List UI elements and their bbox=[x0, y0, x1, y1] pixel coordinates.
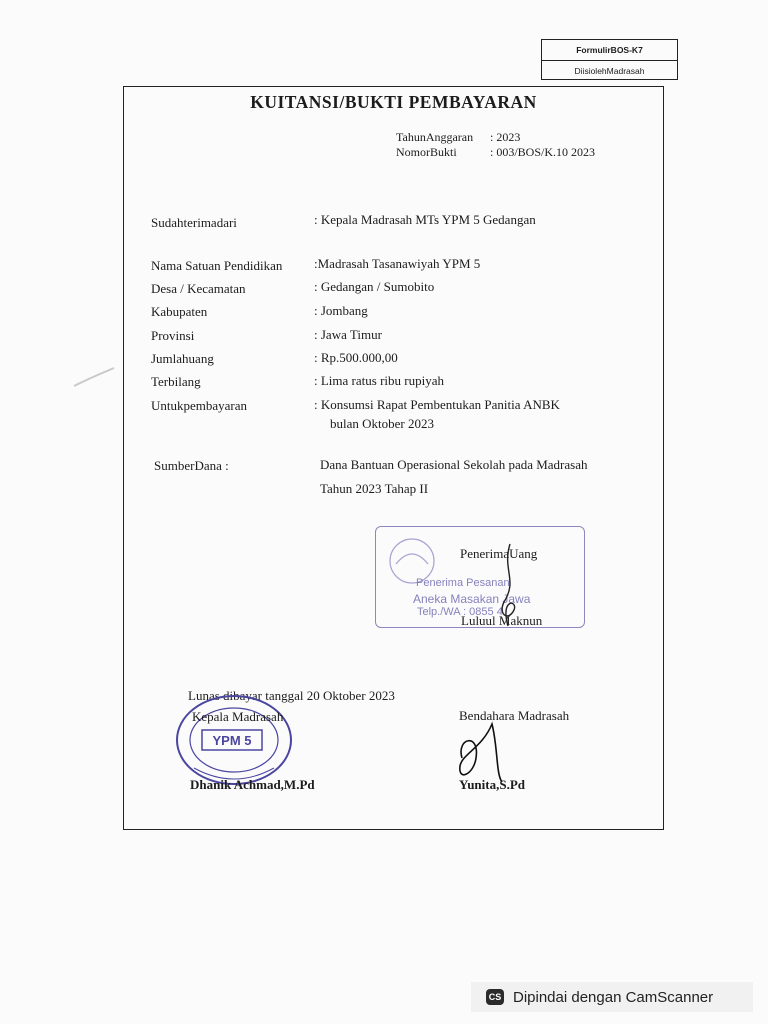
field-label-untuk-pembayaran: Untukpembayaran bbox=[151, 398, 248, 413]
bendahara-title: Bendahara Madrasah bbox=[459, 708, 570, 723]
stamp-line-2: Aneka Masakan Jawa bbox=[413, 592, 531, 606]
sumber-dana-line2: Tahun 2023 Tahap II bbox=[320, 481, 429, 496]
field-value-terbilang: : Lima ratus ribu rupiyah bbox=[314, 373, 444, 388]
field-value-jumlah-uang: : Rp.500.000,00 bbox=[314, 350, 398, 365]
penerima-title: PenerimaUang bbox=[460, 546, 538, 561]
receipt-title: KUITANSI/BUKTI PEMBAYARAN bbox=[250, 92, 537, 112]
field-label-desa-kecamatan: Desa / Kecamatan bbox=[151, 281, 246, 296]
form-note: DiisiolehMadrasah bbox=[542, 60, 677, 81]
field-label-provinsi: Provinsi bbox=[151, 328, 195, 343]
field-label-satuan-pendidikan: Nama Satuan Pendidikan bbox=[151, 258, 283, 273]
field-label-terbilang: Terbilang bbox=[151, 374, 201, 389]
field-value-untuk-pembayaran-cont: bulan Oktober 2023 bbox=[330, 416, 434, 431]
nomor-value: : 003/BOS/K.10 2023 bbox=[490, 145, 596, 159]
field-value-untuk-pembayaran: : Konsumsi Rapat Pembentukan Panitia ANBK bbox=[314, 397, 560, 412]
field-value-provinsi: : Jawa Timur bbox=[314, 327, 382, 342]
sumber-dana-label: SumberDana : bbox=[154, 458, 229, 473]
form-code-box bbox=[541, 39, 678, 80]
kepala-name: Dhanik Achmad,M.Pd bbox=[190, 777, 315, 792]
field-label-kabupaten: Kabupaten bbox=[151, 304, 208, 319]
kepala-title: Kepala Madrasah bbox=[192, 709, 284, 724]
scan-smudge bbox=[70, 362, 120, 392]
penerima-name: Luluul Maknun bbox=[461, 613, 543, 628]
seal-text: YPM 5 bbox=[212, 733, 252, 748]
field-value-desa-kecamatan: : Gedangan / Sumobito bbox=[314, 279, 435, 294]
bendahara-name: Yunita,S.Pd bbox=[459, 777, 525, 792]
camscanner-badge bbox=[471, 982, 753, 1012]
field-value-kabupaten: : Jombang bbox=[314, 303, 368, 318]
camscanner-icon: CS bbox=[486, 989, 504, 1005]
camscanner-text: Dipindai dengan CamScanner bbox=[513, 988, 714, 1006]
field-value-sudah-terima: : Kepala Madrasah MTs YPM 5 Gedangan bbox=[314, 212, 536, 227]
lunas-date: Lunas dibayar tanggal 20 Oktober 2023 bbox=[188, 688, 395, 703]
stamp-line-1: Penerima Pesanan bbox=[416, 577, 510, 589]
madrasah-seal bbox=[172, 690, 296, 790]
tahun-label: TahunAnggaran bbox=[396, 130, 474, 144]
field-value-satuan-pendidikan: :Madrasah Tasanawiyah YPM 5 bbox=[314, 256, 481, 271]
stamp-line-3: Telp./WA : 0855 4 bbox=[417, 606, 503, 618]
field-label-jumlah-uang: Jumlahuang bbox=[151, 351, 214, 366]
field-label-sudah-terima: Sudahterimadari bbox=[151, 215, 237, 230]
bendahara-signature bbox=[452, 718, 522, 784]
sumber-dana-line1: Dana Bantuan Operasional Sekolah pada Madrasah bbox=[320, 457, 588, 472]
tahun-value: : 2023 bbox=[490, 130, 521, 144]
form-code: FormulirBOS-K7 bbox=[576, 45, 643, 55]
nomor-label: NomorBukti bbox=[396, 145, 457, 159]
